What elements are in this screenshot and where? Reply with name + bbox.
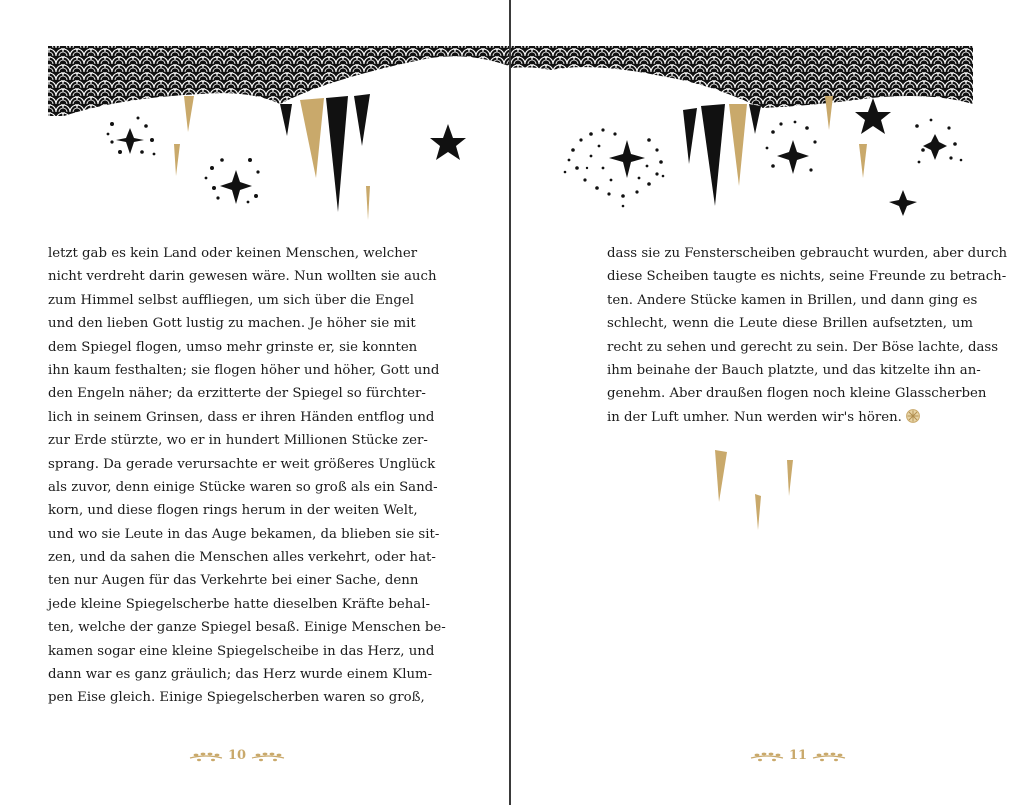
sprig-ornament-icon — [811, 749, 847, 763]
text-line: kamen sogar eine kleine Spiegelscheibe in das Herz, und — [48, 643, 435, 659]
text-line: zum Himmel selbst auffliegen, um sich über die Engel — [48, 292, 414, 308]
text-line: in der Luft umher. Nun werden wir's hören. — [607, 409, 902, 425]
body-text-right — [607, 242, 1008, 429]
page-number: 10 — [228, 748, 247, 763]
text-line: pen Eise gleich. Einige Spiegelscherben waren so groß, — [48, 690, 425, 706]
text-line-last — [607, 406, 973, 429]
text-line: genehm. Aber draußen flogen noch kleine Glasscherben — [607, 386, 987, 402]
page-number: 11 — [789, 748, 808, 763]
text-line: korn, und diese flogen rings herum in der weiten Welt, — [48, 503, 418, 519]
text-line: recht zu sehen und gerecht zu sein. Der Böse lachte, dass — [607, 339, 999, 355]
text-line: jede kleine Spiegelscherbe hatte dieselben Kräfte behal- — [48, 596, 430, 612]
page-number-left — [188, 748, 286, 763]
text-line: sprang. Da gerade verursachte er weit größeres Unglück — [48, 456, 436, 472]
text-line: ten nur Augen für das Verkehrte bei einer Sache, denn — [48, 573, 419, 589]
left-page — [0, 0, 509, 805]
text-line: als zuvor, denn einige Stücke waren so groß als ein Sand- — [48, 479, 438, 495]
text-line: zur Erde stürzte, wo er in hundert Millionen Stücke zer- — [48, 433, 428, 449]
text-line: ten, welche der ganze Spiegel besaß. Einige Menschen be- — [48, 620, 446, 636]
text-line: ihn kaum festhalten; sie flogen höher und höher, Gott und — [48, 362, 440, 378]
text-line: dass sie zu Fensterscheiben gebraucht wurden, aber durch — [607, 246, 1008, 261]
text-line: letzt gab es kein Land oder keinen Menschen, welcher — [48, 246, 418, 261]
text-line: lich in seinem Grinsen, dass er ihren Händen entflog und — [48, 409, 435, 425]
text-line: nicht verdreht darin gewesen wäre. Nun wollten sie auch — [48, 269, 437, 285]
text-line: ihm beinahe der Bauch platzte, und das kitzelte ihn an- — [607, 362, 981, 378]
right-page — [511, 0, 1020, 805]
body-text-left — [48, 242, 446, 710]
page-number-right — [749, 748, 847, 763]
text-line: und den lieben Gott lustig zu machen. Je höher sie mit — [48, 316, 416, 332]
text-line: zen, und da sahen die Menschen alles verkehrt, oder hat- — [48, 550, 436, 566]
sprig-ornament-icon — [749, 749, 785, 763]
text-line: dem Spiegel flogen, umso mehr grinste er, sie konnten — [48, 339, 418, 355]
falling-shards-illustration — [511, 440, 1020, 540]
text-line: ten. Andere Stücke kamen in Brillen, und dann ging es — [607, 292, 978, 308]
text-line: diese Scheiben taugte es nichts, seine Freunde zu betrach- — [607, 269, 1007, 285]
text-line: dann war es ganz gräulich; das Herz wurde einem Klum- — [48, 667, 433, 683]
sprig-ornament-icon — [250, 749, 286, 763]
sprig-ornament-icon — [188, 749, 224, 763]
text-line: schlecht, wenn die Leute diese Brillen aufsetzten, um — [607, 316, 973, 332]
text-line: den Engeln näher; da erzitterte der Spiegel so fürchter- — [48, 386, 426, 402]
mirror-shards-illustration — [511, 0, 1020, 230]
mirror-shards-illustration — [0, 0, 509, 230]
end-of-chapter-ornament-icon — [906, 409, 920, 423]
text-line: und wo sie Leute in das Auge bekamen, da blieben sie sit- — [48, 526, 440, 542]
